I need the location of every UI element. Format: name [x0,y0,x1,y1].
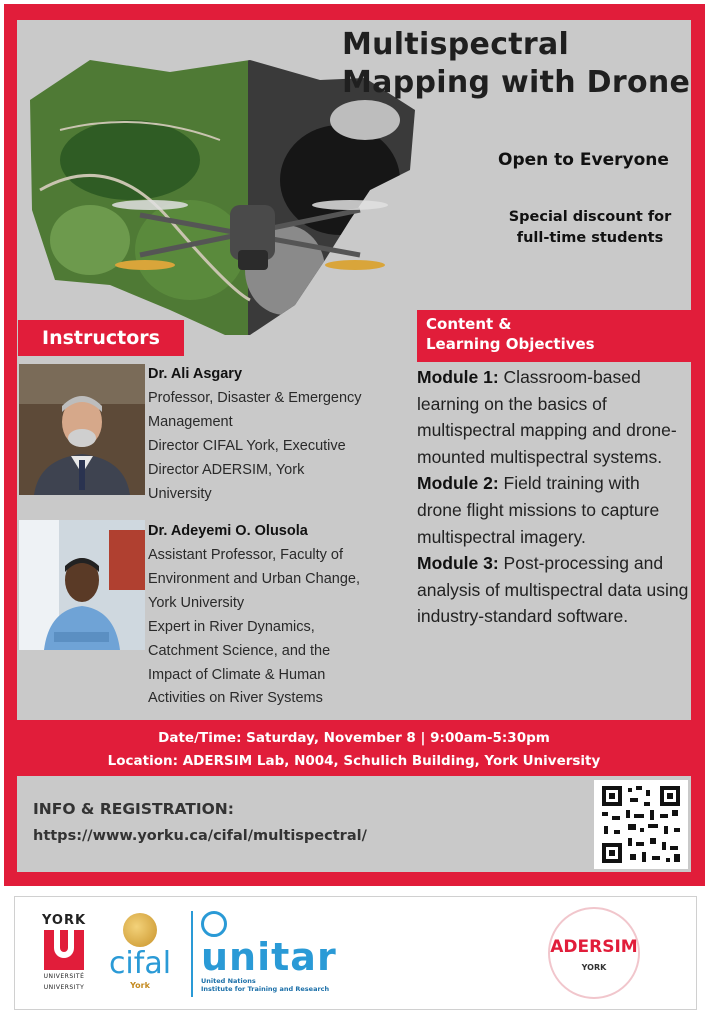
discount-note: Special discount for full-time students [508,209,672,247]
poster-title: Multispectral Mapping with Drone [342,27,691,100]
module-list [417,364,689,630]
module-item: Module 3: Post-processing and analysis of multispectral data using industry-standard software. [417,553,689,627]
registration-link[interactable]: https://www.yorku.ca/cifal/multispectral/ [33,828,367,844]
qr-code[interactable] [594,780,688,869]
york-university-logo: YORK UNIVERSITÉ UNIVERSITY [41,913,87,991]
instructors-heading: Instructors [18,320,184,356]
registration-heading: INFO & REGISTRATION: [33,800,234,818]
event-datetime: Date/Time: Saturday, November 8 | 9:00am-5:30pm [158,730,550,746]
instructor-name: Dr. Adeyemi O. Olusola [148,523,308,539]
module-item: Module 1: Classroom-based learning on the basics of multispectral mapping and drone-mounted multispectral systems. [417,367,677,467]
adersim-logo: ADERSIM YORK [548,907,640,999]
un-emblem-icon [201,911,227,937]
cifal-york-logo: cifal York [101,913,179,995]
audience-tagline: Open to Everyone [498,150,669,170]
instructor-photo-asgary [19,364,145,495]
instructor-name: Dr. Ali Asgary [148,366,243,382]
globe-icon [123,913,157,947]
event-location: Location: ADERSIM Lab, N004, Schulich Building, York University [107,752,601,769]
instructor-bio-asgary: Dr. Ali Asgary Professor, Disaster & Emergency Management Director CIFAL York, Executive Director ADERSIM, York University [148,363,413,507]
partner-logos [14,896,697,1010]
instructor-bio-olusola: Dr. Adeyemi O. Olusola Assistant Professor, Faculty of Environment and Urban Change, York University Expert in River Dynamics, Catchment Science, and the Impact of Climate & Human Activities on River Systems [148,520,413,711]
module-item: Module 2: Field training with drone flight missions to capture multispectral imagery. [417,473,660,547]
content-heading: Content & Learning Objectives [417,310,691,362]
event-details [17,727,691,773]
registration-box [17,776,691,872]
instructor-photo-olusola [19,520,145,650]
york-u-icon [44,930,84,970]
unitar-logo: unitar United Nations Institute for Training and Research [191,911,341,997]
